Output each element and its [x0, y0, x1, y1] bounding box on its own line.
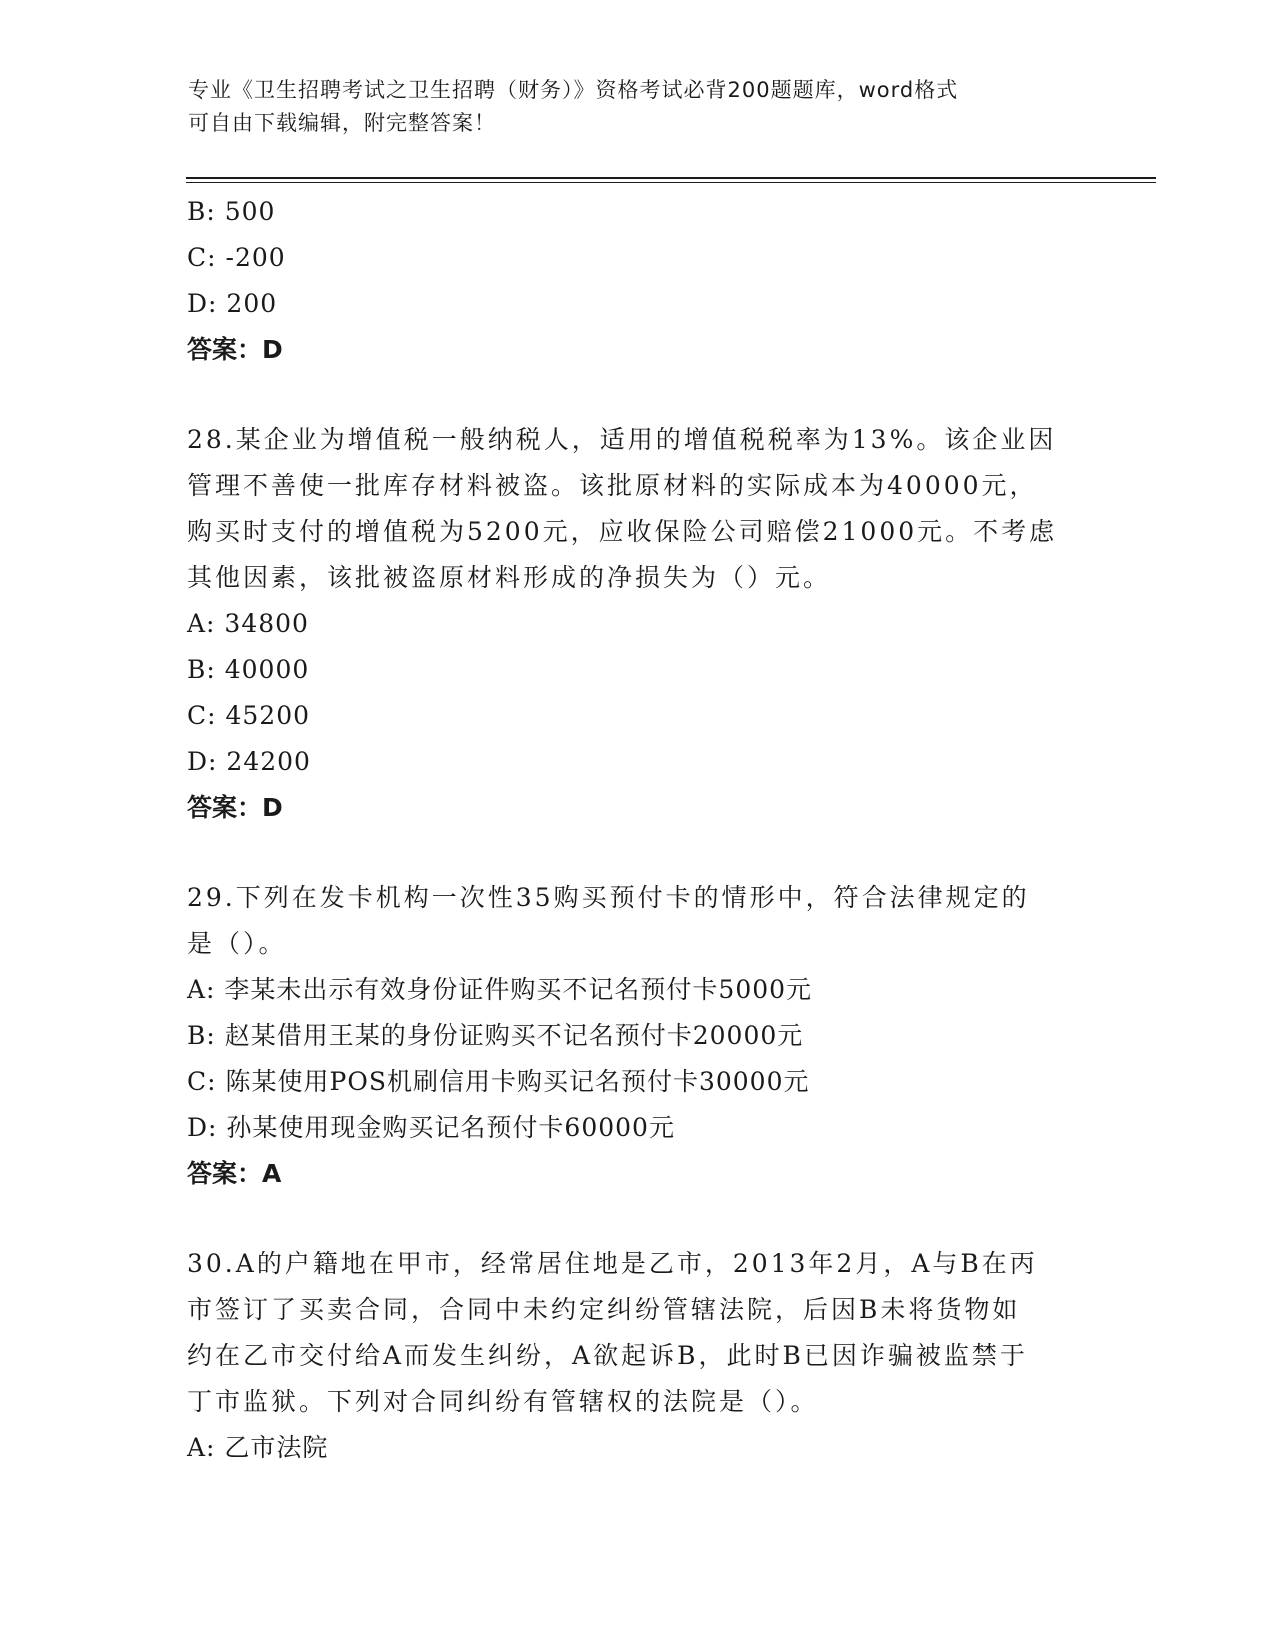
option-c: C: -200	[187, 243, 286, 272]
question-stem-line: 市签订了买卖合同，合同中未约定纠纷管辖法院，后因B未将货物如	[187, 1295, 1021, 1324]
answer-line: 答案：D	[187, 335, 283, 364]
question-stem-line: 其他因素，该批被盗原材料形成的净损失为（）元。	[187, 563, 832, 592]
answer-line: 答案：D	[187, 793, 283, 822]
spacer	[187, 831, 1087, 875]
question-stem-line: 丁市监狱。下列对合同纠纷有管辖权的法院是（）。	[187, 1387, 819, 1416]
option-b: B: 40000	[187, 655, 310, 684]
document-header	[188, 74, 1088, 140]
question-stem-line: 购买时支付的增值税为5200元，应收保险公司赔偿21000元。不考虑	[187, 517, 1058, 546]
option-c: C: 陈某使用POS机刷信用卡购买记名预付卡30000元	[187, 1067, 810, 1096]
spacer	[187, 1197, 1087, 1241]
question-28	[187, 417, 1087, 831]
document-body	[187, 189, 1087, 1471]
question-stem-line: 29.下列在发卡机构一次性35购买预付卡的情形中，符合法律规定的	[187, 883, 1030, 912]
spacer	[187, 373, 1087, 417]
question-stem	[187, 875, 1087, 967]
header-title-line-2: 可自由下载编辑，附完整答案！	[188, 111, 496, 135]
header-divider-thick	[186, 177, 1156, 179]
option-c: C: 45200	[187, 701, 311, 730]
question-stem	[187, 417, 1087, 601]
question-stem-line: 是（）。	[187, 929, 287, 958]
header-divider-thin	[186, 182, 1156, 183]
option-b: B: 500	[187, 197, 276, 226]
option-b: B: 赵某借用王某的身份证购买不记名预付卡20000元	[187, 1021, 804, 1050]
question-30	[187, 1241, 1087, 1471]
option-a: A: 李某未出示有效身份证件购买不记名预付卡5000元	[187, 975, 813, 1004]
answer-line: 答案：A	[187, 1159, 282, 1188]
option-d: D: 24200	[187, 747, 311, 776]
option-d: D: 200	[187, 289, 278, 318]
question-27-tail	[187, 189, 1087, 373]
question-stem-line: 管理不善使一批库存材料被盗。该批原材料的实际成本为40000元，	[187, 471, 1038, 500]
option-a: A: 34800	[187, 609, 309, 638]
question-stem-line: 30.A的户籍地在甲市，经常居住地是乙市，2013年2月，A与B在丙	[187, 1249, 1038, 1278]
question-stem	[187, 1241, 1087, 1425]
question-stem-line: 约在乙市交付给A而发生纠纷，A欲起诉B，此时B已因诈骗被监禁于	[187, 1341, 1028, 1370]
option-a: A: 乙市法院	[187, 1433, 329, 1462]
header-title-line-1: 专业《卫生招聘考试之卫生招聘（财务）》资格考试必背200题题库，word格式	[188, 78, 959, 102]
question-29	[187, 875, 1087, 1197]
question-stem-line: 28.某企业为增值税一般纳税人，适用的增值税税率为13%。该企业因	[187, 425, 1057, 454]
option-d: D: 孙某使用现金购买记名预付卡60000元	[187, 1113, 675, 1142]
